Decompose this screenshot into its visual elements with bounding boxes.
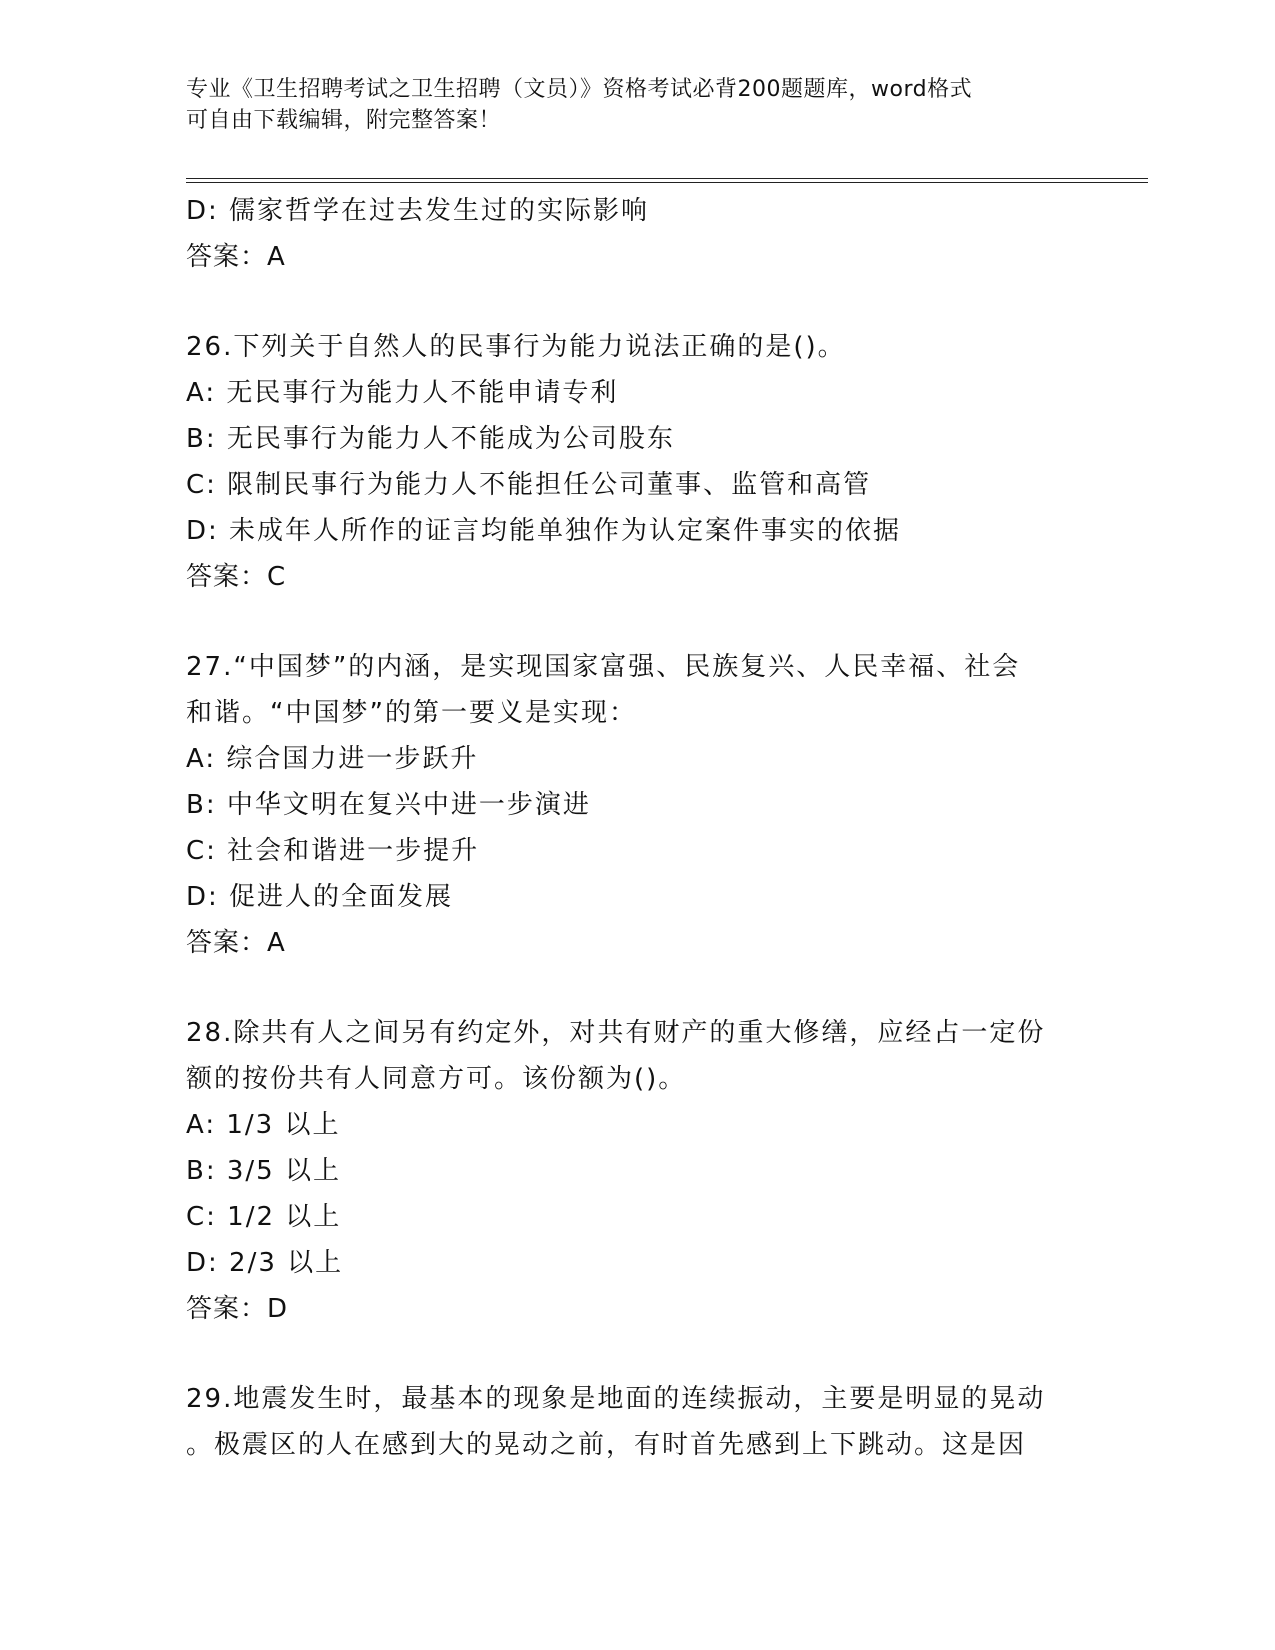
answer: 答案：C (186, 562, 287, 592)
question-stem: 27.“中国梦”的内涵，是实现国家富强、民族复兴、人民幸福、社会 (186, 652, 1021, 682)
question-27 (186, 644, 1086, 966)
question-stem-cont: 和谐。“中国梦”的第一要义是实现： (186, 698, 637, 728)
question-stem: 29.地震发生时，最基本的现象是地面的连续振动，主要是明显的晃动 (186, 1384, 1046, 1414)
header-rule-top (186, 178, 1148, 179)
option-d: D: 2/3 以上 (186, 1248, 344, 1278)
option-c: C: 1/2 以上 (186, 1202, 342, 1232)
question-stem: 28.除共有人之间另有约定外，对共有财产的重大修缮，应经占一定份 (186, 1018, 1046, 1048)
document-header (186, 74, 1086, 136)
lead-option-d: D: 儒家哲学在过去发生过的实际影响 (186, 196, 650, 226)
lead-answer: 答案：A (186, 242, 286, 272)
answer: 答案：D (186, 1294, 289, 1324)
header-line-2: 可自由下载编辑，附完整答案！ (186, 108, 502, 133)
question-stem: 26.下列关于自然人的民事行为能力说法正确的是()。 (186, 332, 846, 362)
option-c: C: 社会和谐进一步提升 (186, 836, 480, 866)
option-d: D: 促进人的全面发展 (186, 882, 454, 912)
question-28 (186, 1010, 1086, 1332)
answer: 答案：A (186, 928, 286, 958)
question-stem-cont: 额的按份共有人同意方可。该份额为()。 (186, 1064, 687, 1094)
option-c: C: 限制民事行为能力人不能担任公司董事、监管和高管 (186, 470, 872, 500)
option-a: A: 无民事行为能力人不能申请专利 (186, 378, 619, 408)
option-a: A: 1/3 以上 (186, 1110, 341, 1140)
question-29 (186, 1376, 1086, 1468)
option-b: B: 3/5 以上 (186, 1156, 341, 1186)
option-b: B: 无民事行为能力人不能成为公司股东 (186, 424, 675, 454)
question-26 (186, 324, 1086, 600)
option-b: B: 中华文明在复兴中进一步演进 (186, 790, 591, 820)
option-a: A: 综合国力进一步跃升 (186, 744, 479, 774)
question-list (186, 188, 1086, 1468)
question-stem-cont: 。极震区的人在感到大的晃动之前，有时首先感到上下跳动。这是因 (186, 1430, 1027, 1460)
header-line-1: 专业《卫生招聘考试之卫生招聘（文员）》资格考试必背200题题库，word格式 (186, 77, 973, 102)
option-d: D: 未成年人所作的证言均能单独作为认定案件事实的依据 (186, 516, 902, 546)
header-rule-bottom (186, 182, 1148, 183)
